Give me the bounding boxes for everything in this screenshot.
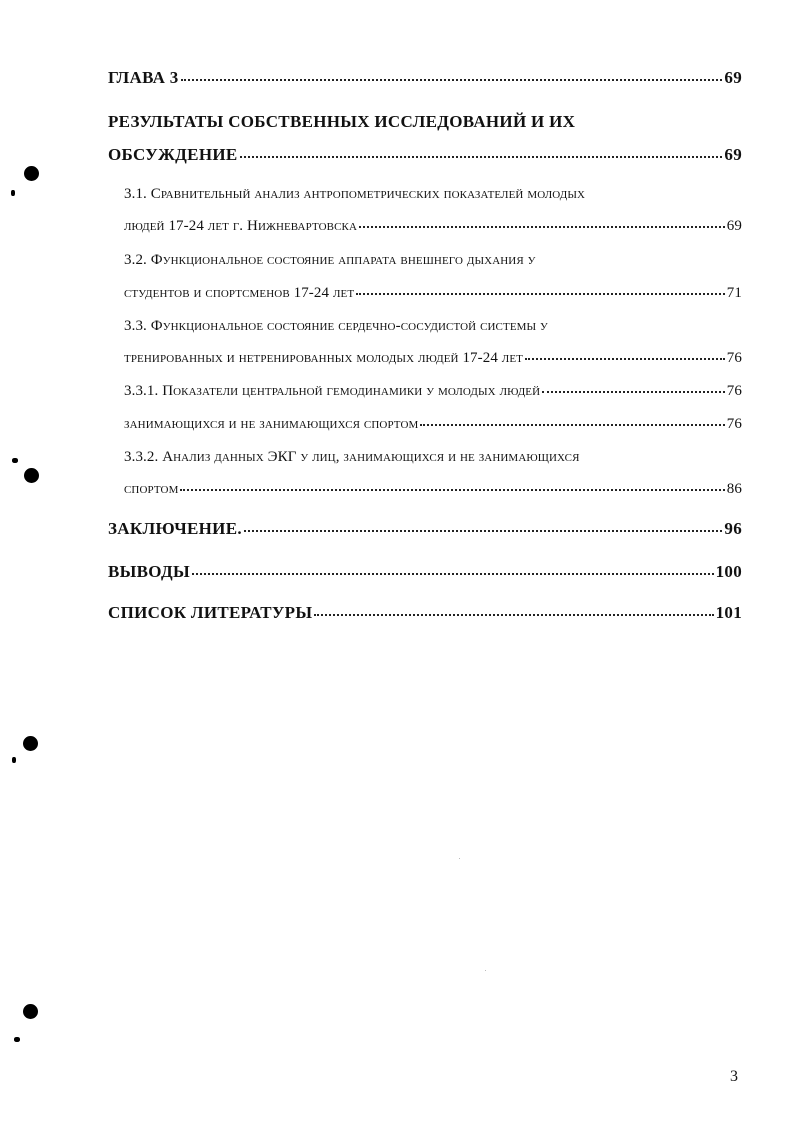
toc-entry-references[interactable] (108, 603, 742, 623)
toc-entry-title: СПИСОК ЛИТЕРАТУРЫ (108, 603, 313, 622)
toc-page-number: 101 (715, 603, 742, 622)
toc-page-number: 100 (715, 562, 742, 581)
toc-entry-title: ОБСУЖДЕНИЕ (108, 145, 238, 164)
toc-entry-results[interactable] (108, 145, 742, 165)
toc-entry-results-line1: РЕЗУЛЬТАТЫ СОБСТВЕННЫХ ИССЛЕДОВАНИЙ И ИХ (108, 112, 576, 131)
scan-speck (12, 757, 16, 763)
toc-entry-3-3[interactable] (124, 350, 742, 367)
leader-dots (192, 572, 714, 575)
toc-entry-title: студентов и спортсменов 17-24 лет (124, 285, 355, 301)
scan-speck (12, 458, 18, 463)
punch-hole-mark (24, 468, 39, 483)
toc-entry-3-2-line1: 3.2. Функциональное состояние аппарата внешнего дыхания у (124, 252, 536, 268)
toc-entry-findings[interactable] (108, 562, 742, 582)
toc-page-number: 69 (724, 145, 742, 164)
leader-dots (542, 390, 725, 393)
toc-entry-title: ГЛАВА 3 (108, 68, 179, 87)
leader-dots (240, 155, 723, 158)
toc-entry-3-3-2[interactable] (124, 481, 742, 498)
scan-dust (485, 970, 486, 971)
toc-entry-chapter3[interactable] (108, 68, 742, 88)
toc-entry-title: тренированных и нетренированных молодых людей 17-24 лет (124, 350, 523, 366)
toc-entry-3-3-1-cont[interactable] (124, 416, 742, 433)
leader-dots (314, 613, 713, 616)
toc-entry-3-3-2-line1: 3.3.2. Анализ данных ЭКГ у лиц, занимающихся и не занимающихся (124, 449, 580, 465)
punch-hole-mark (23, 1004, 38, 1019)
leader-dots (420, 423, 724, 426)
toc-entry-3-1[interactable] (124, 218, 742, 235)
toc-page-number: 69 (724, 68, 742, 87)
toc-page-number: 69 (726, 218, 742, 234)
toc-page-number: 96 (724, 519, 742, 538)
toc-page-number: 86 (726, 481, 742, 497)
leader-dots (356, 292, 725, 295)
leader-dots (525, 357, 725, 360)
scan-dust (459, 858, 460, 859)
toc-entry-title: спортом (124, 481, 179, 497)
toc-entry-title: ЗАКЛЮЧЕНИЕ. (108, 519, 242, 538)
toc-entry-title: 3.3.1. Показатели центральной гемодинамики у молодых людей (124, 383, 541, 399)
toc-entry-title: людей 17-24 лет г. Нижневартовска (124, 218, 358, 234)
toc-entry-3-3-1[interactable] (124, 383, 742, 400)
toc-page-number: 76 (726, 383, 742, 399)
scan-speck (14, 1037, 20, 1042)
toc-entry-title: занимающихся и не занимающихся спортом (124, 416, 419, 432)
punch-hole-mark (24, 166, 39, 181)
toc-page-number: 76 (726, 350, 742, 366)
leader-dots (181, 78, 723, 81)
punch-hole-mark (23, 736, 38, 751)
toc-entry-3-1-line1: 3.1. Сравнительный анализ антропометрических показателей молодых (124, 186, 586, 202)
scan-speck (11, 190, 15, 196)
leader-dots (244, 529, 723, 532)
toc-page-number: 71 (726, 285, 742, 301)
leader-dots (359, 225, 725, 228)
leader-dots (180, 488, 724, 491)
toc-page-number: 76 (726, 416, 742, 432)
toc-entry-3-3-line1: 3.3. Функциональное состояние сердечно-сосудистой системы у (124, 318, 548, 334)
page-number: 3 (730, 1068, 738, 1085)
toc-entry-3-2[interactable] (124, 285, 742, 302)
toc-entry-title: ВЫВОДЫ (108, 562, 190, 581)
toc-entry-conclusion[interactable] (108, 519, 742, 539)
